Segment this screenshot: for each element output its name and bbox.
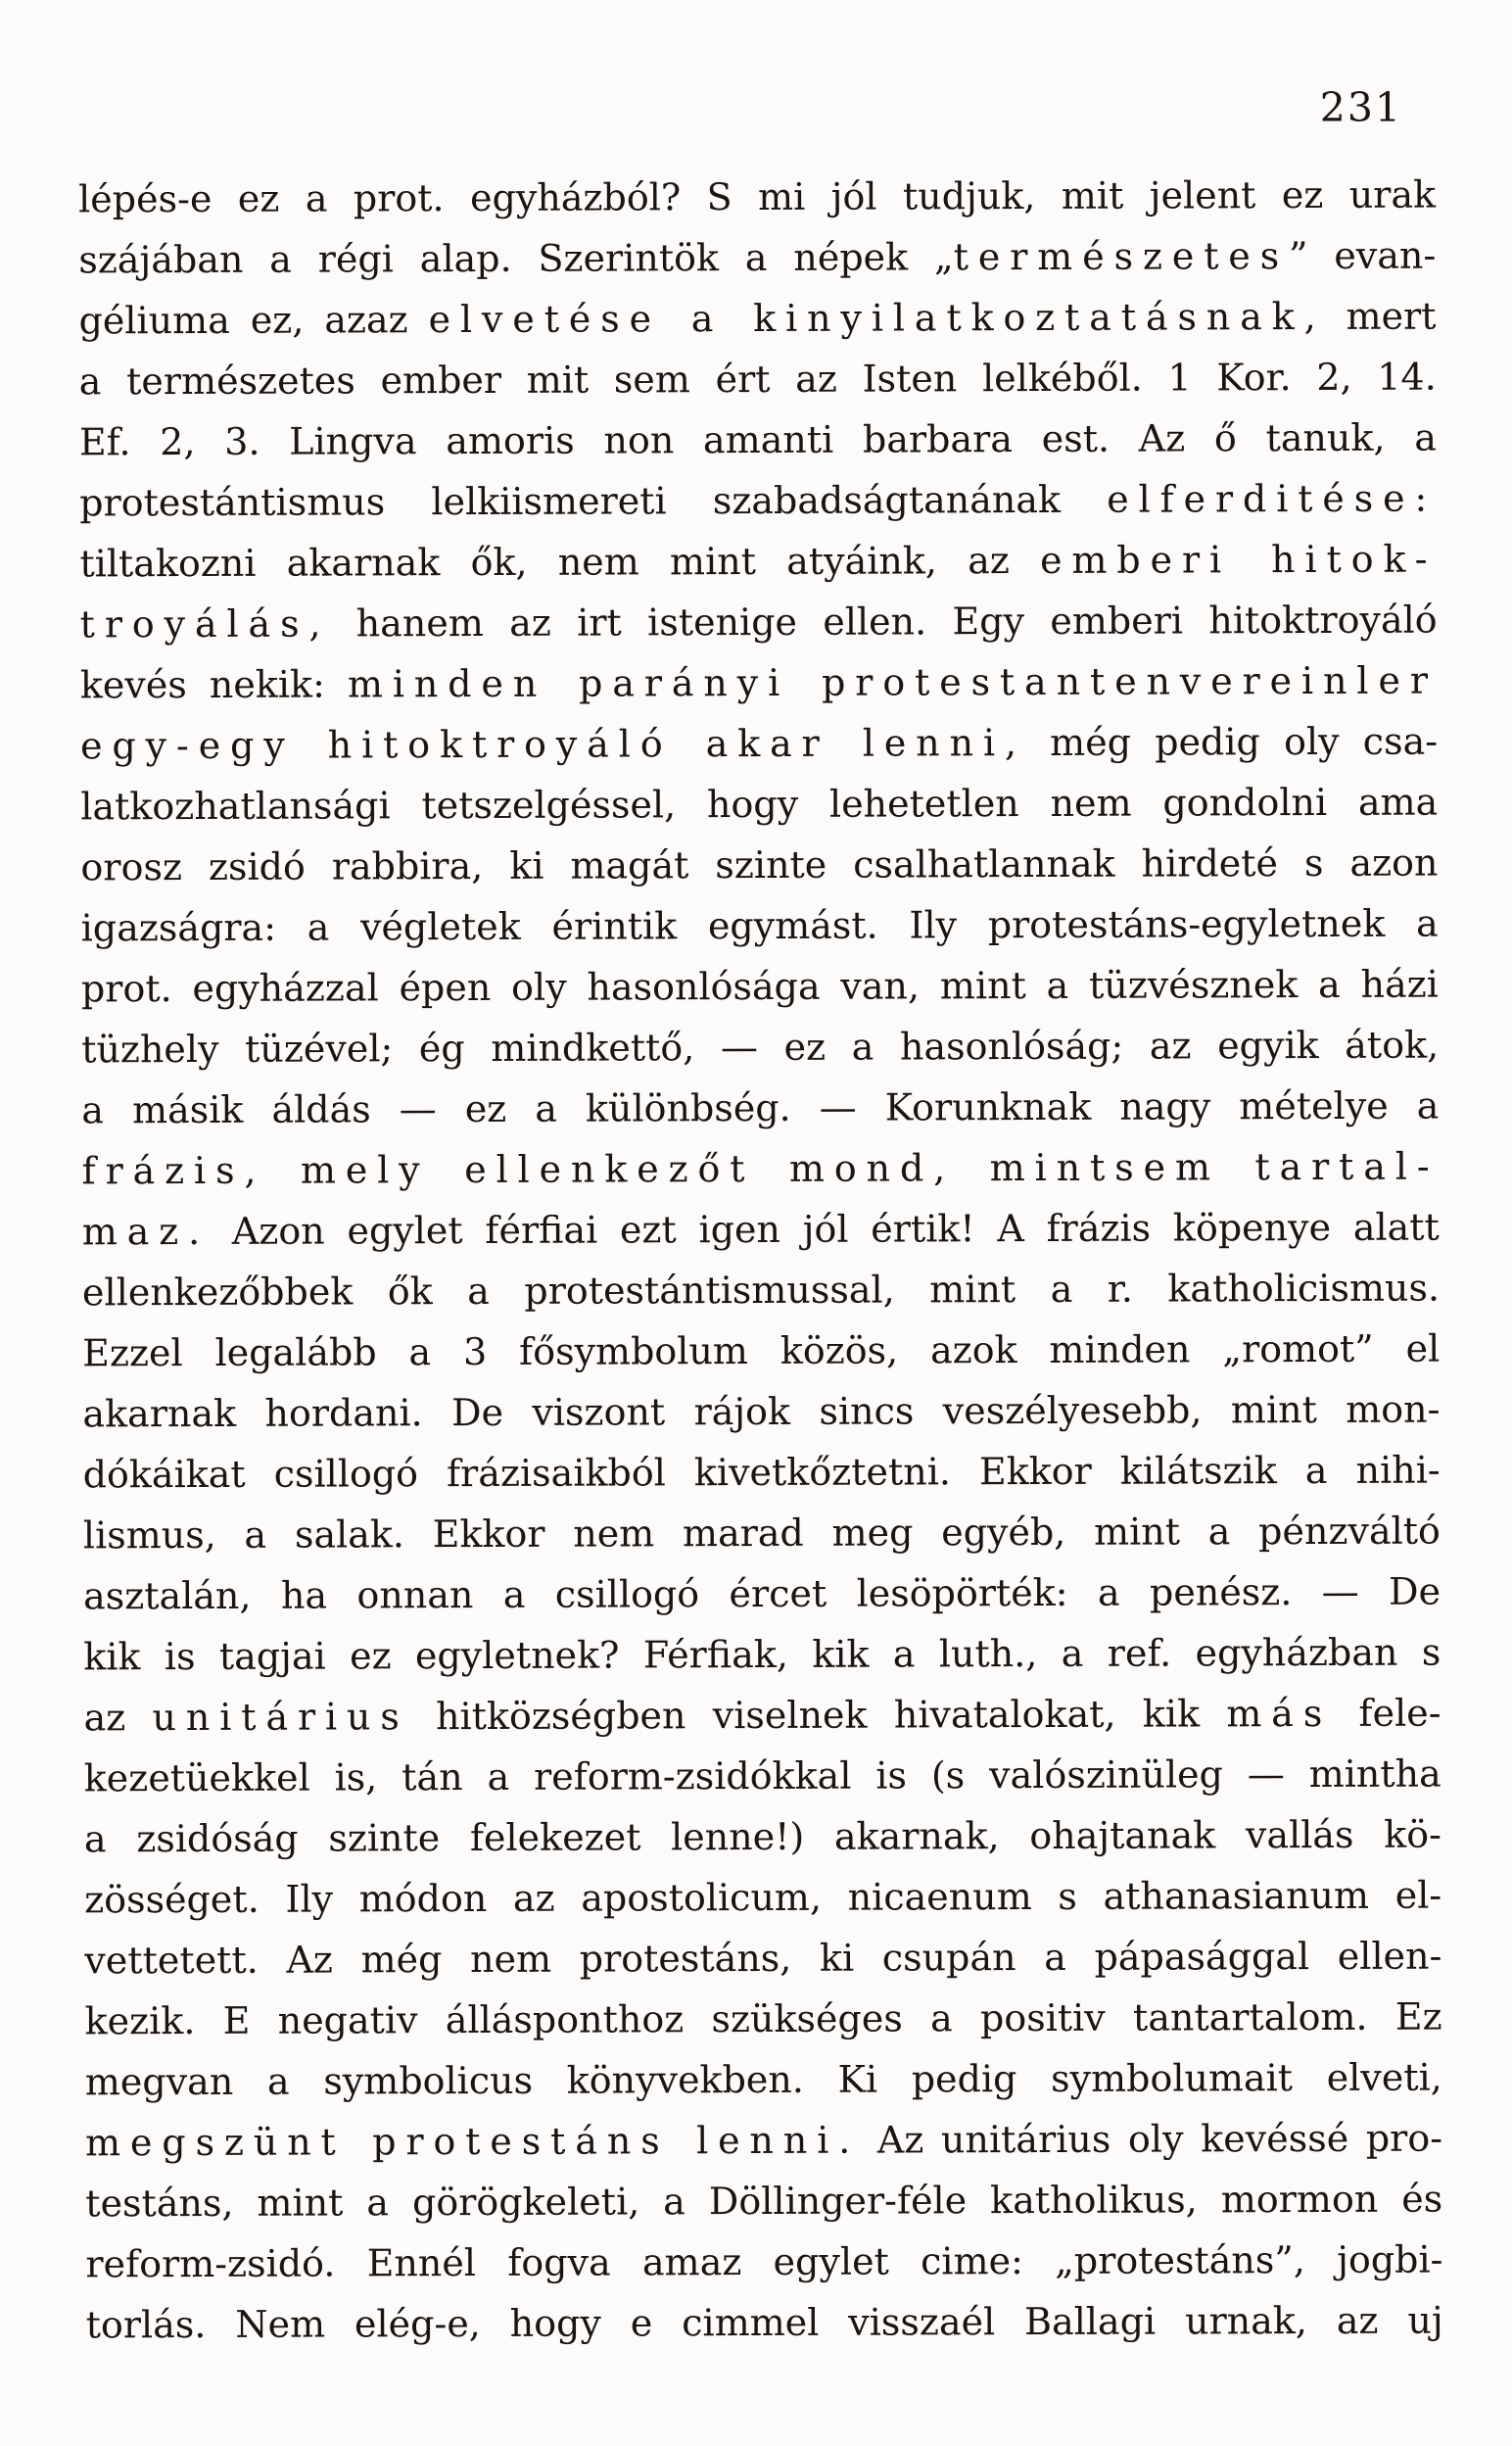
text-line — [80, 833, 1438, 898]
text-segment: Ef. 2, 3. Lingva amoris non amanti barbara est. Az ő tanuk, a — [78, 415, 1438, 464]
text-segment: ” evan- — [1289, 233, 1437, 278]
emphasized-text-segment: frázis, mely ellenkezőt mond, mintsem tartal- — [81, 1144, 1440, 1193]
text-line — [84, 1865, 1441, 1931]
text-segment: tüzhely tüzével; ég mindkettő, — ez a hasonlóság; az egyik átok, — [81, 1023, 1440, 1072]
text-line — [78, 225, 1436, 291]
text-segment: a másik áldás — ez a különbség. — Korunknak nagy mételye a — [81, 1083, 1440, 1132]
text-segment: Azon egylet férfiai ezt igen jól értik! A frázis köpenye alatt — [210, 1205, 1440, 1253]
text-line — [80, 590, 1438, 655]
text-line — [79, 408, 1437, 473]
text-line — [79, 347, 1437, 412]
text-segment: kezetüekkel is, tán a reform-zsidókkal is (s valószinüleg — mintha — [83, 1751, 1441, 1800]
text-segment: az — [83, 1696, 153, 1740]
text-line — [84, 1744, 1441, 1809]
text-segment: megvan a symbolicus könyvekben. Ki pedig symbolumait elveti, — [84, 2055, 1442, 2104]
emphasized-text-segment: egy-egy hitoktroyáló akar lenni, — [79, 721, 1026, 768]
text-segment: fele- — [1332, 1691, 1441, 1735]
emphasized-text-segment: más — [1226, 1691, 1333, 1736]
text-segment: kik is tagjai ez egyletnek? Férfiak, kik a luth., a ref. egyházban s — [83, 1630, 1441, 1679]
text-line — [79, 529, 1437, 595]
text-line — [78, 286, 1436, 352]
emphasized-text-segment: természetes — [953, 234, 1290, 279]
text-line — [84, 1926, 1441, 1991]
text-line — [81, 1076, 1439, 1141]
text-segment: vettetett. Az még nem protestáns, ki csupán a pápasággal ellen- — [84, 1934, 1442, 1983]
text-segment: protestántismus lelkiismereti szabadságtanának — [79, 477, 1108, 525]
text-segment: latkozhatlansági tetszelgéssel, hogy lehetetlen nem gondolni ama — [80, 780, 1439, 829]
text-line — [85, 2047, 1442, 2113]
text-segment: kevés nekik: — [79, 662, 348, 707]
text-line — [80, 772, 1438, 838]
text-line — [84, 1804, 1441, 1870]
text-line — [85, 2230, 1442, 2295]
text-segment: tiltakozni akarnak ők, nem mint atyáink, az — [79, 538, 1041, 586]
text-segment: akarnak hordani. De viszont rájok sincs veszélyesebb, mint mon- — [82, 1387, 1441, 1436]
text-line — [83, 1501, 1441, 1566]
text-line — [85, 2169, 1442, 2234]
text-segment: géliuma ez, azaz — [78, 298, 429, 343]
text-line — [81, 893, 1439, 959]
text-segment: torlás. Nem elég-e, hogy e cimmel visszaél Ballagi urnak, az uj — [85, 2298, 1443, 2347]
text-line — [80, 711, 1438, 777]
text-segment: kezik. E negativ állásponthoz szükséges a positiv tantartalom. Ez — [84, 1994, 1442, 2043]
emphasized-text-segment: unitárius — [152, 1695, 409, 1740]
emphasized-text-segment: troyálás, — [79, 601, 331, 647]
text-segment: a természetes ember mit sem ért az Isten lelkéből. 1 Kor. 2, 14. — [78, 355, 1437, 404]
text-segment: igazságra: a végletek érintik egymást. Ily protestáns-egyletnek a — [80, 901, 1439, 950]
text-segment: mert — [1325, 294, 1437, 338]
text-line — [80, 650, 1438, 716]
text-segment: zösséget. Ily módon az apostolicum, nicaenum s athanasianum el- — [84, 1873, 1442, 1922]
text-line — [85, 2108, 1442, 2174]
text-segment: lépés-e ez a prot. egyházból? S mi jól tudjuk, mit jelent ez urak — [78, 172, 1437, 221]
text-segment: a zsidóság szinte felekezet lenne!) akarnak, ohajtanak vallás kö- — [83, 1812, 1442, 1861]
text-segment: asztalán, ha onnan a csillogó ércet lesöpörték: a penész. — De — [83, 1569, 1441, 1618]
text-line — [83, 1440, 1441, 1506]
text-segment: lismus, a salak. Ekkor nem marad meg egyéb, mint a pénzváltó — [82, 1509, 1441, 1558]
text-segment: ellenkezőbbek ők a protestántismussal, mint a r. katholicismus. — [81, 1266, 1441, 1315]
text-line — [82, 1379, 1440, 1445]
page-text — [78, 165, 1443, 2356]
emphasized-text-segment: emberi hitok- — [1040, 537, 1438, 582]
text-segment: reform-zsidó. Ennél fogva amaz egylet cime: „protestáns”, jogbi- — [85, 2237, 1443, 2286]
text-line — [86, 2290, 1443, 2356]
text-segment: Ezzel legalább a 3 fősymbolum közös, azok minden „romot” el — [82, 1326, 1441, 1375]
text-line — [81, 954, 1439, 1020]
text-line — [82, 1197, 1440, 1263]
text-line — [83, 1622, 1441, 1688]
page-number: 231 — [1319, 84, 1402, 131]
text-segment: orosz zsidó rabbira, ki magát szinte csalhatlannak hirdeté s azon — [80, 840, 1439, 889]
emphasized-text-segment: maz. — [81, 1209, 211, 1254]
text-line — [83, 1683, 1441, 1749]
emphasized-text-segment: elvetése a kinyilatkoztatásnak, — [428, 294, 1326, 342]
text-line — [81, 1136, 1439, 1202]
text-segment: Az unitárius oly kevéssé pro- — [860, 2116, 1443, 2162]
text-segment: szájában a régi alap. Szerintök a népek „ — [78, 235, 954, 282]
text-line — [83, 1561, 1441, 1627]
text-segment: testáns, mint a görögkeleti, a Döllinger-féle katholikus, mormon és — [85, 2177, 1443, 2226]
text-segment: prot. egyházzal épen oly hasonlósága van, mint a tüzvésznek a házi — [80, 962, 1439, 1011]
text-segment: dókáikat csillogó frázisaikból kivetkőztetni. Ekkor kilátszik a nihi- — [82, 1448, 1441, 1497]
emphasized-text-segment: elferditése: — [1107, 476, 1438, 521]
text-line — [82, 1258, 1440, 1323]
text-segment: hitközségben viselnek hivatalokat, kik — [408, 1692, 1227, 1739]
emphasized-text-segment: megszünt protestáns lenni. — [84, 2118, 861, 2165]
text-line — [78, 165, 1436, 230]
text-line — [82, 1319, 1440, 1384]
text-line — [84, 1987, 1441, 2052]
text-line — [81, 1015, 1439, 1080]
emphasized-text-segment: minden parányi protestantenvereinler — [347, 658, 1438, 706]
text-line — [79, 468, 1437, 534]
text-segment: még pedig oly csa- — [1025, 719, 1439, 765]
text-segment: hanem az irt istenige ellen. Egy emberi hitoktroyáló — [330, 598, 1438, 646]
